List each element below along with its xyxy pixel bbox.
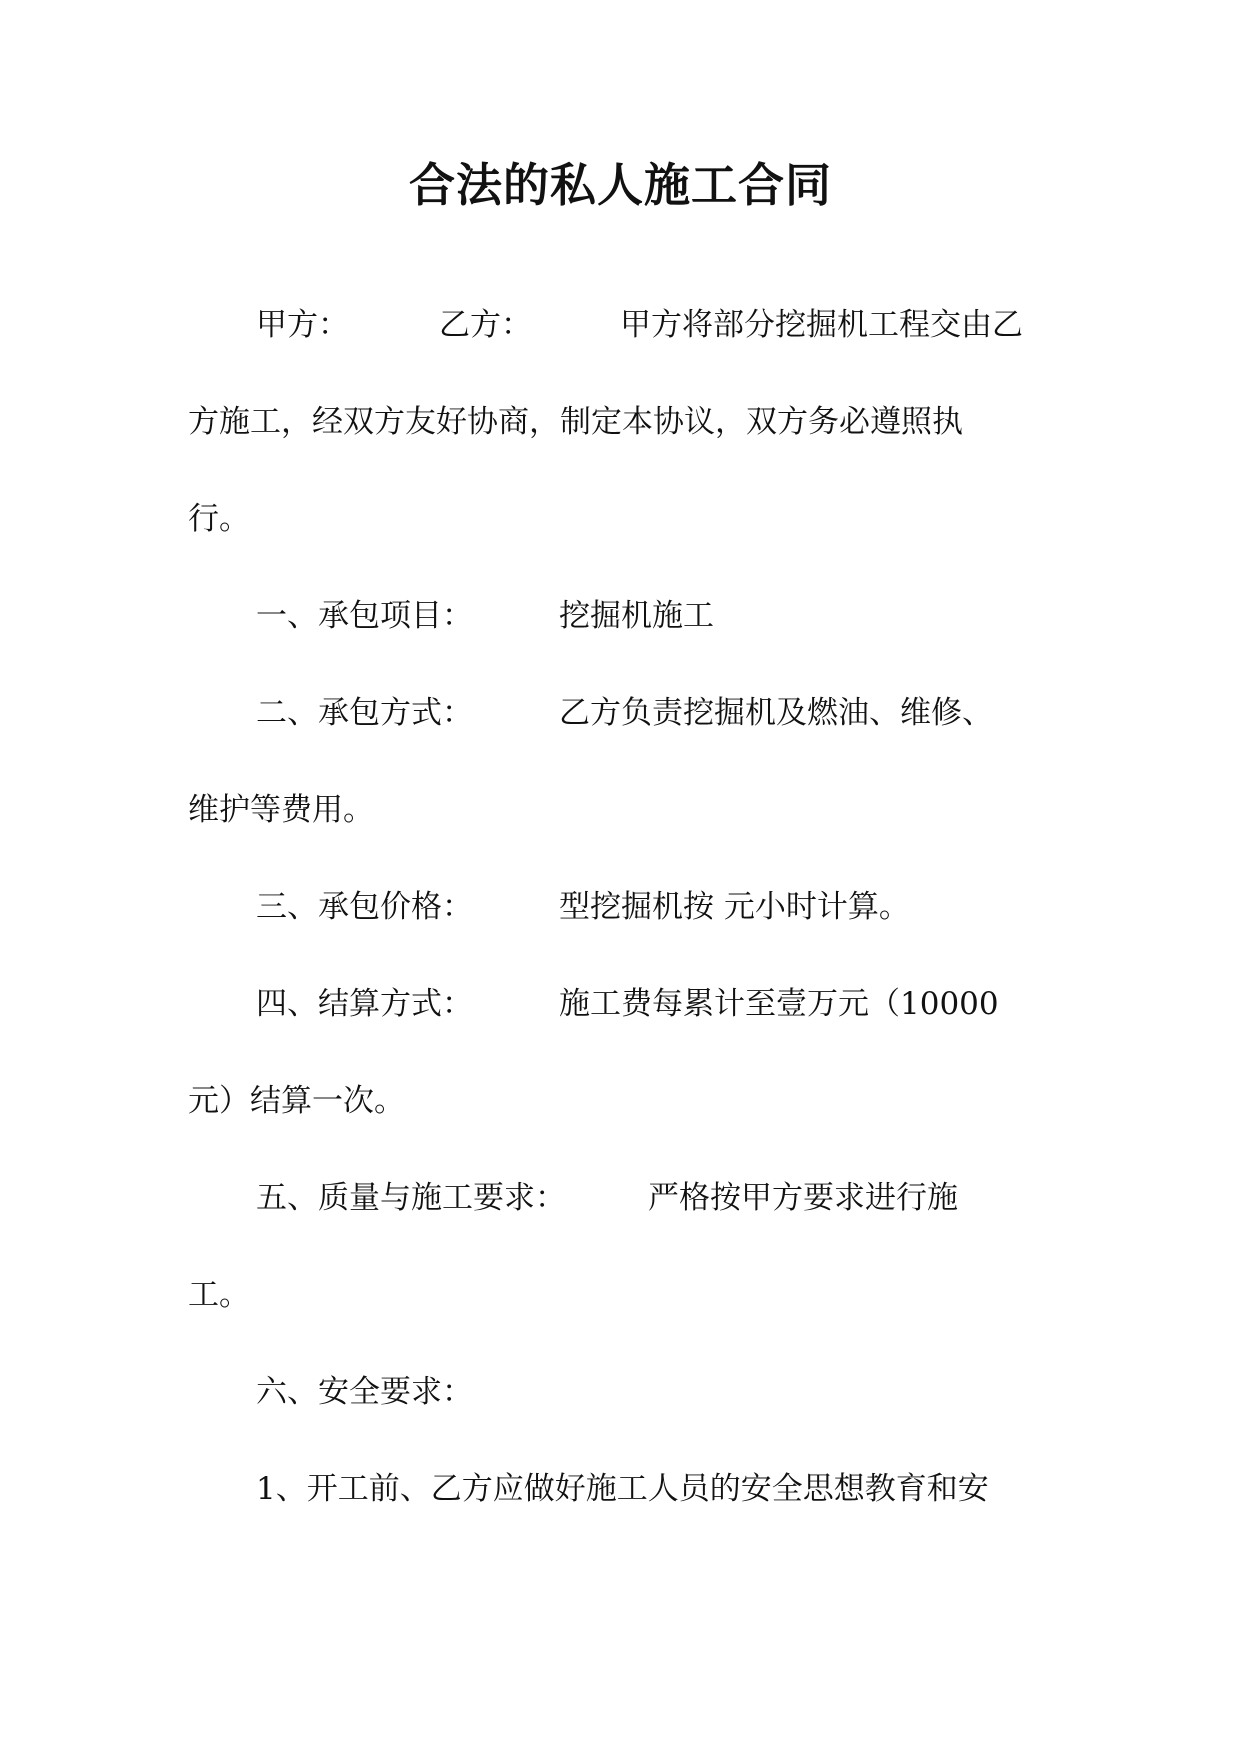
section-label: 二、承包方式： bbox=[256, 695, 473, 731]
section-3 bbox=[188, 882, 1048, 979]
section-2 bbox=[188, 688, 1048, 785]
section-label: 一、承包项目： bbox=[256, 598, 473, 634]
section-value: 型挖掘机按 元小时计算。 bbox=[559, 889, 910, 925]
section-4-continued: 元）结算一次。 bbox=[188, 1083, 405, 1119]
section-label: 六、安全要求： bbox=[256, 1374, 473, 1410]
party-a-label: 甲方： bbox=[256, 307, 349, 343]
section-label: 三、承包价格： bbox=[256, 889, 473, 925]
document-body bbox=[188, 300, 1048, 1561]
section-4 bbox=[188, 979, 1048, 1076]
section-5 bbox=[188, 1173, 1048, 1270]
party-b-label: 乙方： bbox=[439, 307, 532, 343]
section-value: 施工费每累计至壹万元（10000 bbox=[559, 986, 999, 1022]
section-label: 五、质量与施工要求： bbox=[256, 1180, 566, 1216]
section-6-item-1: 1、开工前、乙方应做好施工人员的安全思想教育和安 bbox=[256, 1471, 989, 1507]
section-value: 挖掘机施工 bbox=[559, 598, 714, 634]
intro-line-2: 方施工，经双方友好协商，制定本协议，双方务必遵照执 bbox=[188, 404, 963, 440]
section-value: 严格按甲方要求进行施 bbox=[648, 1180, 958, 1216]
section-label: 四、结算方式： bbox=[256, 986, 473, 1022]
section-2-continued: 维护等费用。 bbox=[188, 792, 374, 828]
intro-text: 甲方将部分挖掘机工程交由乙 bbox=[620, 307, 1023, 343]
document-title: 合法的私人施工合同 bbox=[409, 158, 832, 212]
section-1 bbox=[188, 591, 1048, 688]
section-6 bbox=[188, 1367, 1048, 1464]
intro-line-3: 行。 bbox=[188, 501, 250, 537]
section-5-continued: 工。 bbox=[188, 1277, 250, 1313]
section-value: 乙方负责挖掘机及燃油、维修、 bbox=[559, 695, 993, 731]
intro-line-1 bbox=[188, 300, 1048, 397]
